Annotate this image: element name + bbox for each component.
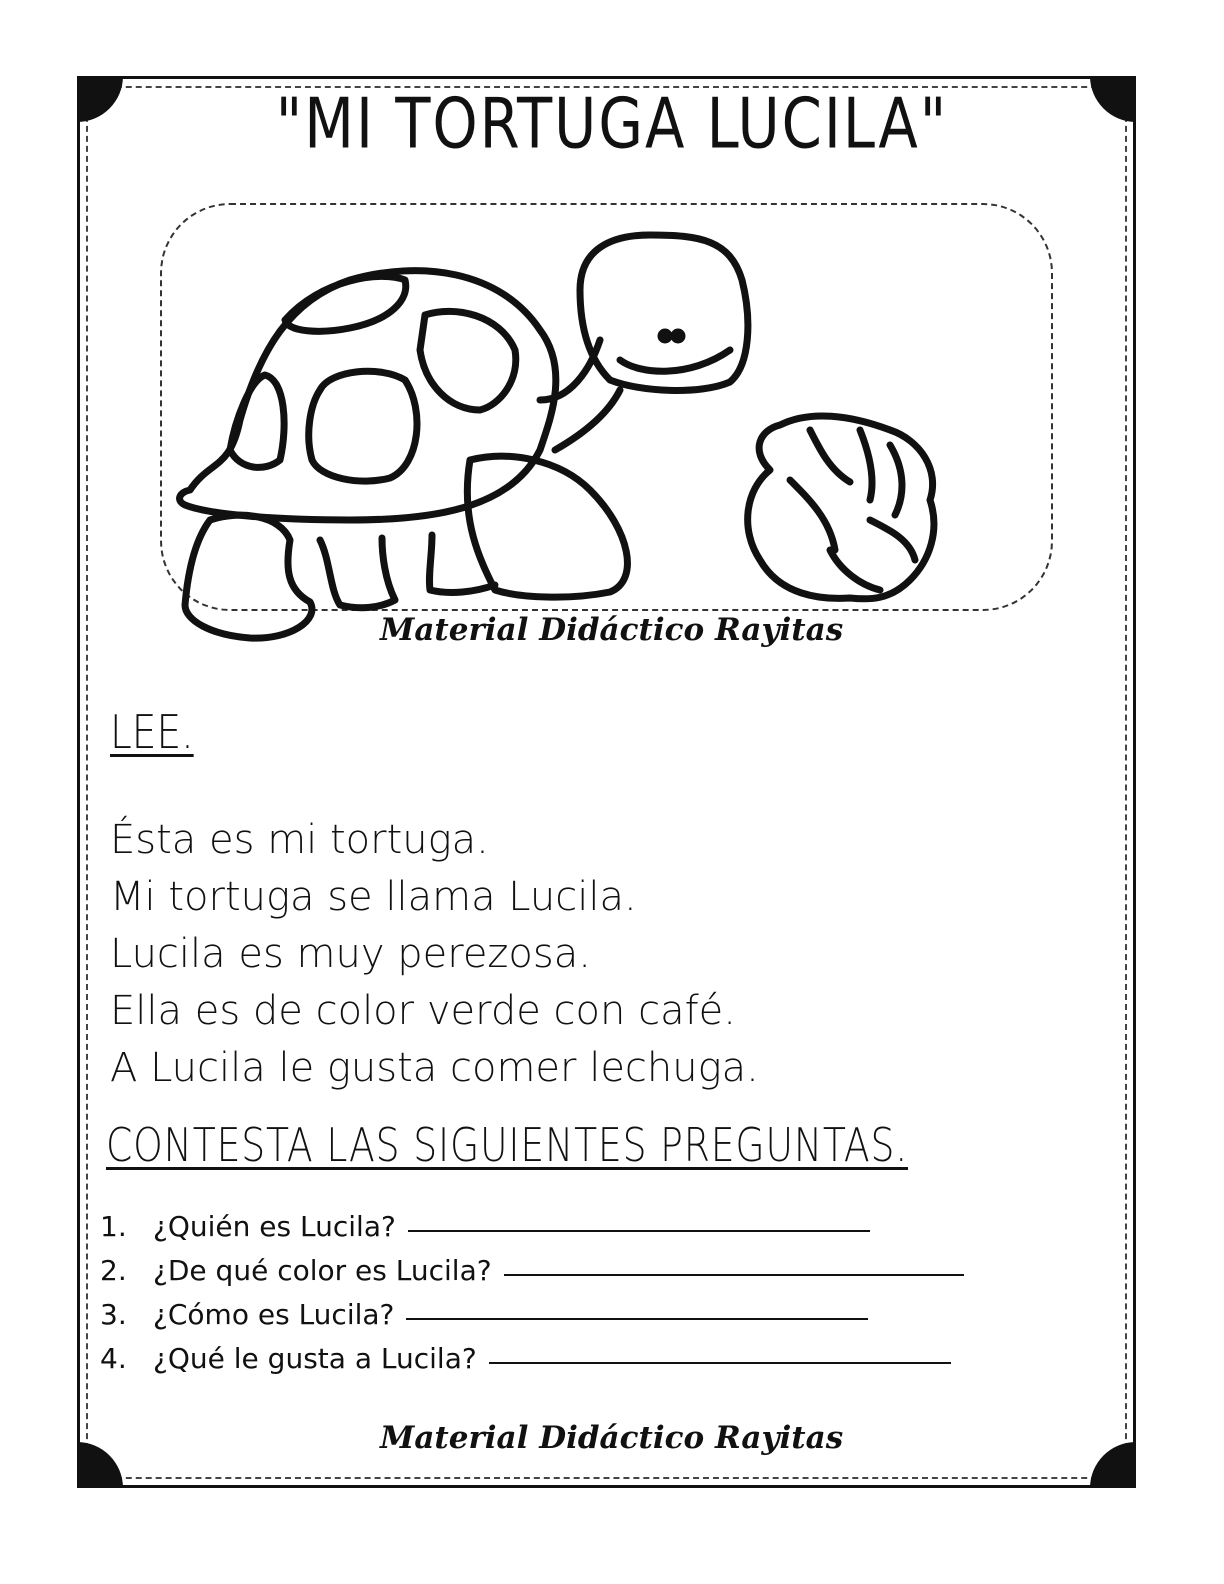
question-item	[100, 1205, 964, 1249]
turtle-eye-right	[674, 332, 682, 340]
question-number: 4.	[100, 1342, 127, 1375]
credit-watermark-top: Material Didáctico Rayitas	[380, 612, 844, 648]
answer-line[interactable]	[504, 1274, 964, 1276]
reading-passage	[110, 812, 759, 1097]
question-list	[100, 1205, 964, 1381]
credit-watermark-bottom: Material Didáctico Rayitas	[380, 1420, 844, 1456]
turtle-eye-left	[661, 332, 669, 340]
question-text: ¿Quién es Lucila?	[153, 1210, 396, 1243]
reading-line: Ésta es mi tortuga.	[110, 817, 489, 863]
question-item	[100, 1337, 964, 1381]
question-number: 2.	[100, 1254, 127, 1287]
shell-patch-right	[420, 311, 516, 410]
reading-line: A Lucila le gusta comer lechuga.	[110, 1045, 759, 1091]
reading-line: Lucila es muy perezosa.	[110, 931, 591, 977]
question-item	[100, 1293, 964, 1337]
answer-line[interactable]	[489, 1362, 951, 1364]
turtle-lettuce-illustration	[170, 220, 960, 650]
question-text: ¿Qué le gusta a Lucila?	[153, 1342, 477, 1375]
turtle-mid-leg-1	[320, 538, 395, 608]
read-heading: LEE.	[110, 705, 194, 759]
turtle-back-leg	[185, 515, 312, 638]
question-item	[100, 1249, 964, 1293]
answer-line[interactable]	[406, 1318, 868, 1320]
reading-line: Ella es de color verde con café.	[110, 988, 736, 1034]
question-number: 3.	[100, 1298, 127, 1331]
turtle-front-leg	[467, 456, 627, 597]
question-text: ¿De qué color es Lucila?	[153, 1254, 492, 1287]
reading-line: Mi tortuga se llama Lucila.	[110, 874, 637, 920]
shell-patch-center	[309, 371, 417, 481]
answer-line[interactable]	[408, 1230, 870, 1232]
shell-patch-top	[285, 276, 406, 331]
lettuce	[748, 416, 934, 599]
turtle-smile	[620, 350, 730, 371]
questions-heading: CONTESTA LAS SIGUIENTES PREGUNTAS.	[106, 1118, 909, 1172]
page-title: "MI TORTUGA LUCILA"	[275, 85, 949, 165]
shell-patch-left	[230, 375, 284, 467]
question-text: ¿Cómo es Lucila?	[153, 1298, 395, 1331]
question-number: 1.	[100, 1210, 127, 1243]
turtle-head	[580, 235, 748, 390]
